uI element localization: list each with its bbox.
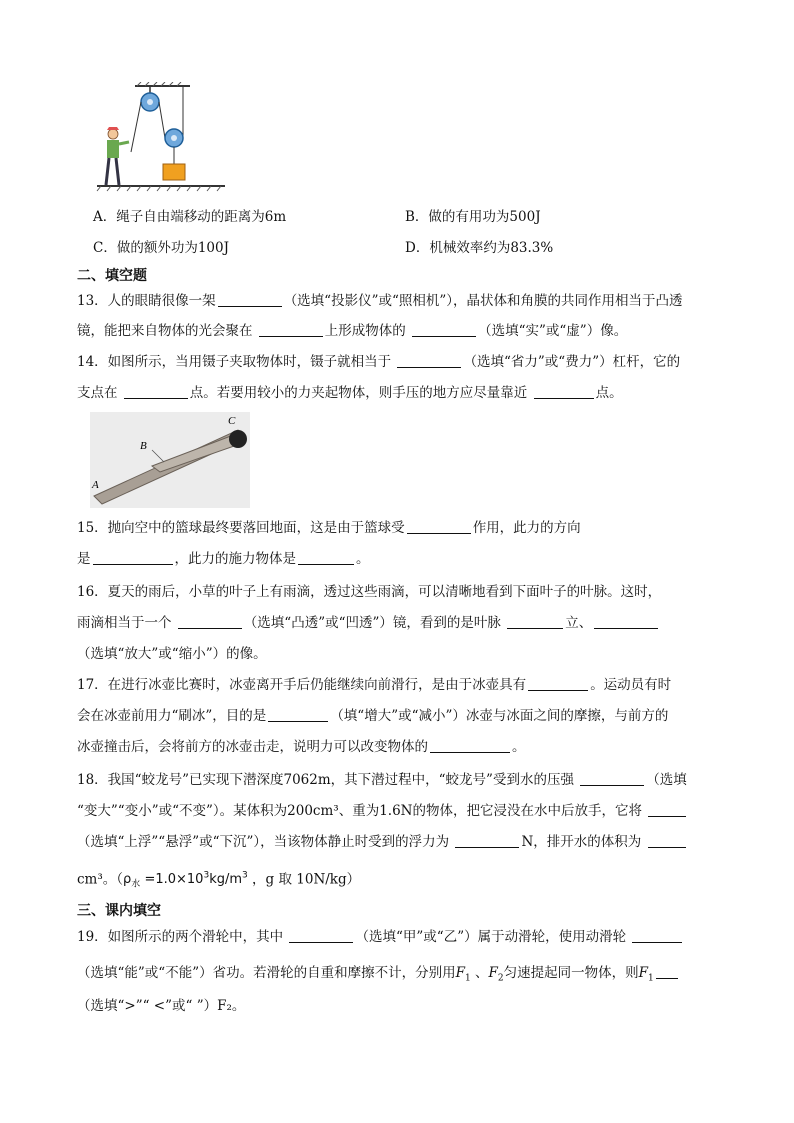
q13-text: （选填“实”或“虚”）像。 xyxy=(478,323,628,339)
q14-text: 点。 xyxy=(595,385,623,401)
blank[interactable] xyxy=(648,802,686,817)
q18-text: “变大”“变小”或“不变”）。某体积为200cm³、重为1.6N的物体，把它浸没在水中后放手，它将 xyxy=(77,803,647,819)
formula-part: ρ xyxy=(123,872,132,888)
blank[interactable] xyxy=(648,833,686,848)
q13-text: 上形成物体的 xyxy=(324,323,411,339)
q17-text: 冰壶撞击后，会将前方的冰壶击走，说明力可以改变物体的 xyxy=(77,739,428,755)
section-fill-blank-heading: 二、填空题 xyxy=(77,268,147,284)
q19-text: 19．如图所示的两个滑轮中，其中 xyxy=(77,929,288,945)
formula-part: 2 xyxy=(497,973,504,984)
q19-line-1 xyxy=(77,927,722,947)
q16-text: 立、 xyxy=(565,615,593,631)
q18-text: 18．我国“蛟龙号”已实现下潜深度7062m，其下潜过程中，“蛟龙号”受到水的压强 xyxy=(77,772,579,788)
formula-part: 、 xyxy=(470,965,489,981)
q15-text: 15．抛向空中的篮球最终要落回地面，这是由于篮球受 xyxy=(77,520,405,536)
q15-text: 是 xyxy=(77,551,91,567)
q16-line-3 xyxy=(77,644,722,664)
formula-part: 水 xyxy=(131,879,141,890)
q14-text: 14．如图所示，当用镊子夹取物体时，镊子就相当于 xyxy=(77,354,396,370)
tweezers-figure xyxy=(90,412,250,508)
q16-text: 雨滴相当于一个 xyxy=(77,615,176,631)
formula-part: F xyxy=(455,965,465,981)
blank[interactable] xyxy=(178,614,242,629)
blank[interactable] xyxy=(124,384,188,399)
blank[interactable] xyxy=(407,519,471,534)
formula-part: 3 xyxy=(203,871,210,881)
blank[interactable] xyxy=(218,292,282,307)
option-b: B．做的有用功为500J xyxy=(405,209,541,225)
q15-text: 作用，此力的方向 xyxy=(472,520,581,536)
q14-text: 点。若要用较小的力夹起物体，则手压的地方应尽量靠近 xyxy=(189,385,532,401)
blank[interactable] xyxy=(268,707,328,722)
q17-text: 17．在进行冰壶比赛时，冰壶离开手后仍能继续向前滑行，是由于冰壶具有 xyxy=(77,677,527,693)
q13-text: 13．人的眼睛很像一架 xyxy=(77,293,216,309)
formula-part: F xyxy=(488,965,498,981)
q16-text: （选填“放大”或“缩小”）的像。 xyxy=(77,646,267,662)
blank[interactable] xyxy=(298,550,354,565)
q18-text: （选填 xyxy=(646,772,687,788)
formula-part: 1 xyxy=(464,973,471,984)
blank[interactable] xyxy=(507,614,563,629)
option-c: C．做的额外功为100J xyxy=(93,240,230,256)
blank[interactable] xyxy=(430,738,510,753)
blank[interactable] xyxy=(632,928,682,943)
q15-line-1 xyxy=(77,518,722,538)
q18-line-3 xyxy=(77,832,722,852)
q14-line-1 xyxy=(77,352,722,372)
q13-text: 镜，能把来自物体的光会聚在 xyxy=(77,323,257,339)
blank[interactable] xyxy=(534,384,594,399)
q16-text: 16．夏天的雨后，小草的叶子上有雨滴，透过这些雨滴，可以清晰地看到下面叶子的叶脉。这时， xyxy=(77,584,662,600)
q17-line-1 xyxy=(77,675,722,695)
q15-line-2 xyxy=(77,549,722,569)
q13-line-2 xyxy=(77,321,722,341)
blank[interactable] xyxy=(397,353,461,368)
q17-text: 。 xyxy=(512,739,526,755)
q19-text: （选填“甲”或“乙”）属于动滑轮，使用动滑轮 xyxy=(355,929,631,945)
pulley-figure xyxy=(95,82,230,194)
section-textbook-heading: 三、课内填空 xyxy=(77,903,161,919)
q16-text: （选填“凸透”或“凹透”）镜，看到的是叶脉 xyxy=(243,615,506,631)
tweezer-label-a: A xyxy=(92,479,99,491)
formula-part: 1 xyxy=(648,973,654,984)
blank[interactable] xyxy=(656,964,678,979)
q18-line-2 xyxy=(77,801,722,821)
q16-line-1 xyxy=(77,582,722,602)
q19-line-2 xyxy=(77,963,722,989)
option-d: D．机械效率约为83.3% xyxy=(405,240,554,256)
formula-part: =1.0×10 xyxy=(140,872,204,888)
q19-text: （选填“能”或“不能”）省功。若滑轮的自重和摩擦不计，分别用 xyxy=(77,965,456,981)
formula-part: kg/m xyxy=(209,872,243,888)
q14-text: 支点在 xyxy=(77,385,122,401)
q19-line-3 xyxy=(77,996,722,1016)
q18-text: N，排开水的体积为 xyxy=(521,834,646,850)
q15-text: ，此力的施力物体是 xyxy=(174,551,296,567)
q14-text: （选填“省力”或“费力”）杠杆，它的 xyxy=(463,354,681,370)
blank[interactable] xyxy=(289,928,353,943)
q17-line-3 xyxy=(77,737,722,757)
blank[interactable] xyxy=(259,322,323,337)
q19-text: 匀速提起同一物体，则 xyxy=(503,965,639,981)
q18-text: ，g 取 10N/kg） xyxy=(247,871,361,888)
formula-part: 3 xyxy=(242,871,248,881)
blank[interactable] xyxy=(528,676,588,691)
q17-text: 会在冰壶前用力“刷冰”，目的是 xyxy=(77,708,267,724)
tweezer-label-c: C xyxy=(228,415,236,427)
q17-text: 。运动员有时 xyxy=(590,677,672,693)
q19-text: （选填“>”“ <”或“ ”）F₂。 xyxy=(77,998,246,1014)
q18-line-4 xyxy=(77,866,722,895)
q15-text: 。 xyxy=(356,551,370,567)
q17-line-2 xyxy=(77,706,722,726)
q16-line-2 xyxy=(77,613,722,633)
q18-text: cm³。（ xyxy=(77,871,124,888)
formula-part: F xyxy=(638,965,648,981)
density-formula xyxy=(123,871,248,890)
blank[interactable] xyxy=(455,833,519,848)
q13-text: （选填“投影仪”或“照相机”），晶状体和角膜的共同作用相当于凸透 xyxy=(283,293,683,309)
option-a: A．绳子自由端移动的距离为6m xyxy=(93,209,287,225)
q13-line-1 xyxy=(77,291,722,311)
q17-text: （填“增大”或“减小”）冰壶与冰面之间的摩擦，与前方的 xyxy=(330,708,669,724)
tweezer-label-b: B xyxy=(140,440,147,452)
blank[interactable] xyxy=(412,322,476,337)
blank[interactable] xyxy=(594,614,658,629)
blank[interactable] xyxy=(580,771,644,786)
blank[interactable] xyxy=(93,550,173,565)
q14-line-2 xyxy=(77,383,722,403)
q18-line-1 xyxy=(77,770,722,790)
q18-text: （选填“上浮”“悬浮”或“下沉”），当该物体静止时受到的浮力为 xyxy=(77,834,454,850)
